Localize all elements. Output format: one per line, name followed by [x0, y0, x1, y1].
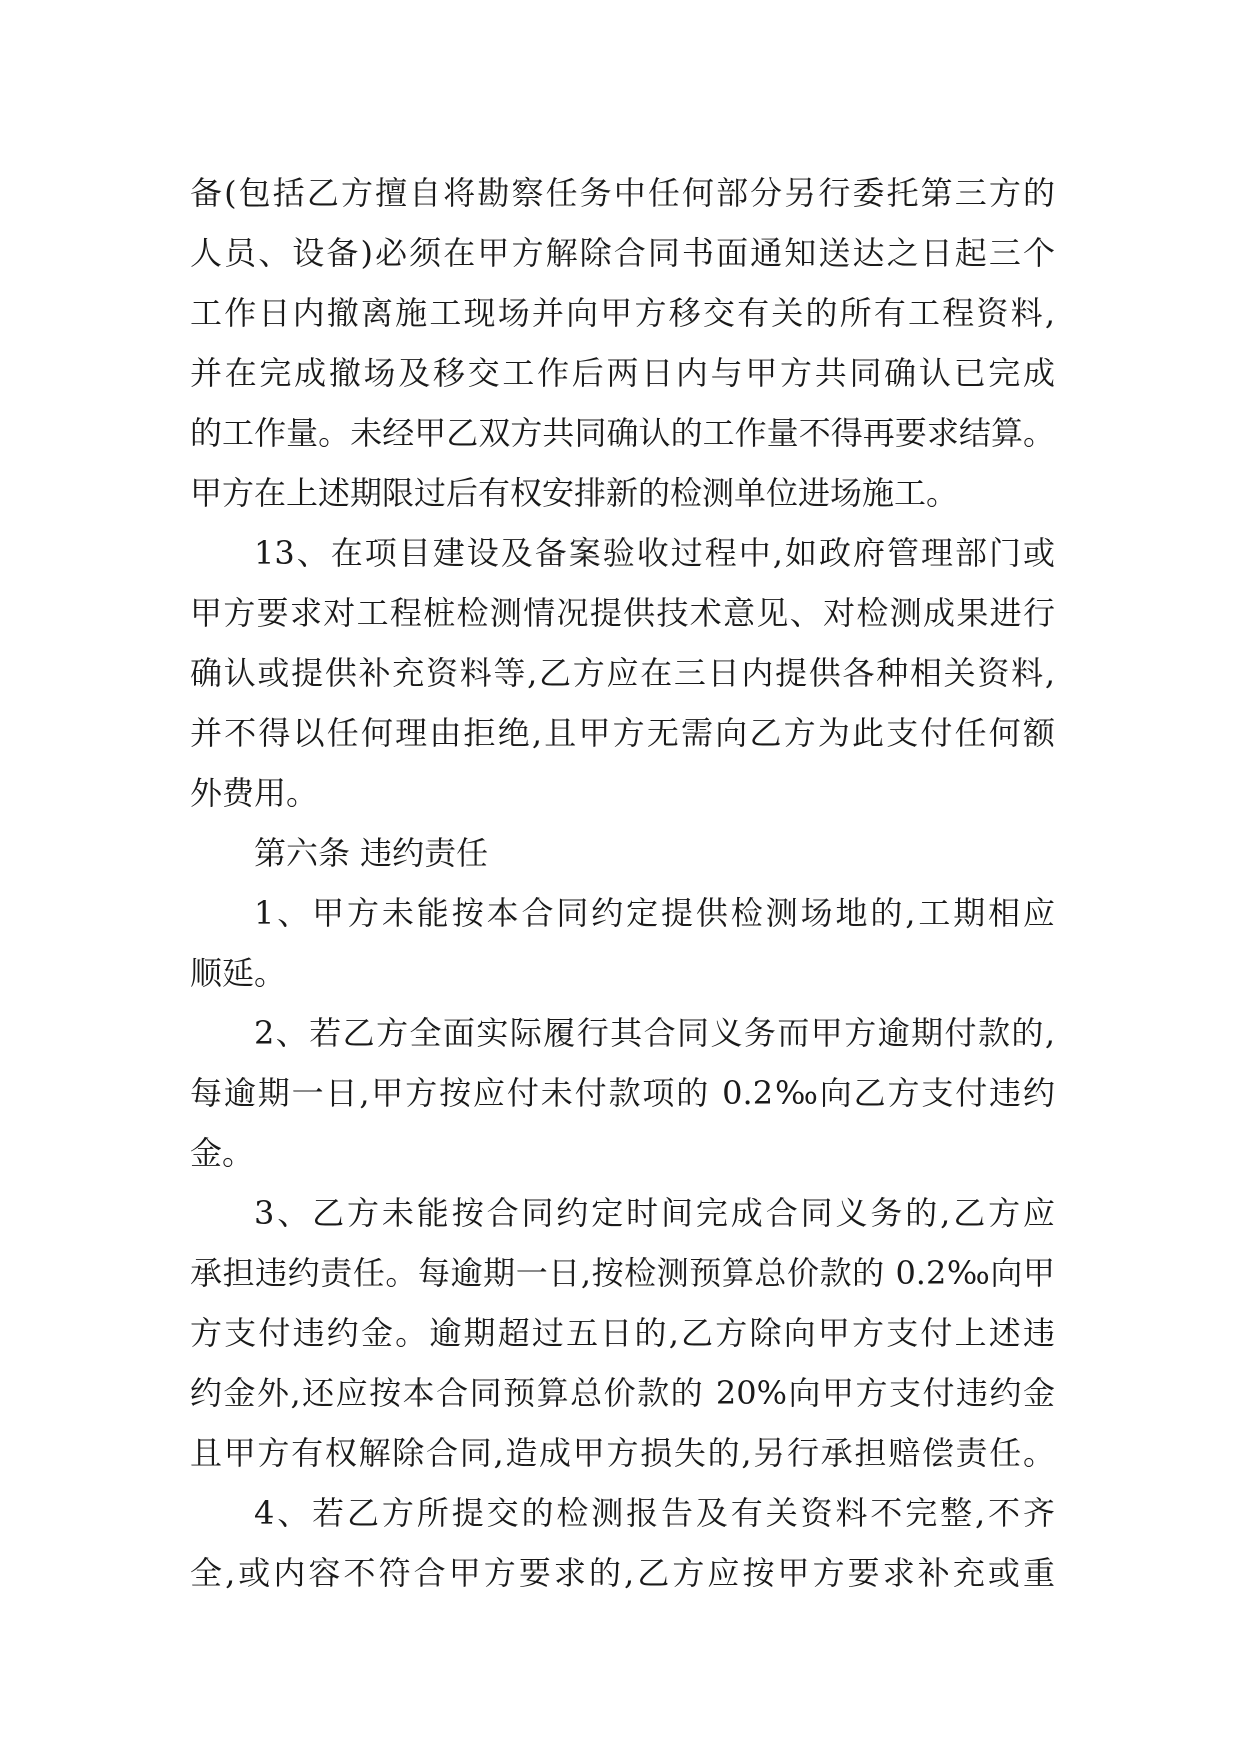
text-line: 的工作量。未经甲乙双方共同确认的工作量不得再要求结算。	[190, 414, 1055, 452]
text-line: 甲方在上述期限过后有权安排新的检测单位进场施工。	[190, 474, 959, 512]
paragraph-article-6-item-3	[190, 1183, 1055, 1483]
document-page	[190, 163, 1055, 1603]
text-line: 全,或内容不符合甲方要求的,乙方应按甲方要求补充或重	[190, 1554, 1055, 1592]
paragraph-article-6-item-4	[190, 1483, 1055, 1603]
text-line: 确认或提供补充资料等,乙方应在三日内提供各种相关资料,	[190, 654, 1055, 692]
paragraph-article-6-item-1	[190, 883, 1055, 1003]
text-line: 4、若乙方所提交的检测报告及有关资料不完整,不齐	[254, 1494, 1055, 1532]
text-line: 13、在项目建设及备案验收过程中,如政府管理部门或	[254, 534, 1055, 572]
text-line: 并在完成撤场及移交工作后两日内与甲方共同确认已完成	[190, 354, 1055, 392]
section-heading: 第六条 违约责任	[254, 834, 489, 872]
text-line: 3、乙方未能按合同约定时间完成合同义务的,乙方应	[254, 1194, 1055, 1232]
text-line: 且甲方有权解除合同,造成甲方损失的,另行承担赔偿责任。	[190, 1434, 1055, 1472]
text-line: 每逾期一日,甲方按应付未付款项的 0.2‰向乙方支付违约	[190, 1074, 1055, 1112]
text-line: 金。	[190, 1134, 255, 1172]
paragraph-clause-13	[190, 523, 1055, 823]
text-line: 顺延。	[190, 954, 287, 992]
text-line: 承担违约责任。每逾期一日,按检测预算总价款的 0.2‰向甲	[190, 1254, 1055, 1292]
paragraph-continued	[190, 163, 1055, 523]
text-line: 人员、设备)必须在甲方解除合同书面通知送达之日起三个	[190, 234, 1055, 272]
paragraph-article-6-item-2	[190, 1003, 1055, 1183]
text-line: 2、若乙方全面实际履行其合同义务而甲方逾期付款的,	[254, 1014, 1055, 1052]
text-line: 备(包括乙方擅自将勘察任务中任何部分另行委托第三方的	[190, 174, 1055, 212]
text-line: 并不得以任何理由拒绝,且甲方无需向乙方为此支付任何额	[190, 714, 1055, 752]
text-line: 工作日内撤离施工现场并向甲方移交有关的所有工程资料,	[190, 294, 1055, 332]
text-line: 外费用。	[190, 774, 319, 812]
text-line: 1、甲方未能按本合同约定提供检测场地的,工期相应	[254, 894, 1055, 932]
article-6-heading	[190, 823, 1055, 883]
text-line: 甲方要求对工程桩检测情况提供技术意见、对检测成果进行	[190, 594, 1055, 632]
text-line: 约金外,还应按本合同预算总价款的 20%向甲方支付违约金	[190, 1374, 1055, 1412]
text-line: 方支付违约金。逾期超过五日的,乙方除向甲方支付上述违	[190, 1314, 1055, 1352]
